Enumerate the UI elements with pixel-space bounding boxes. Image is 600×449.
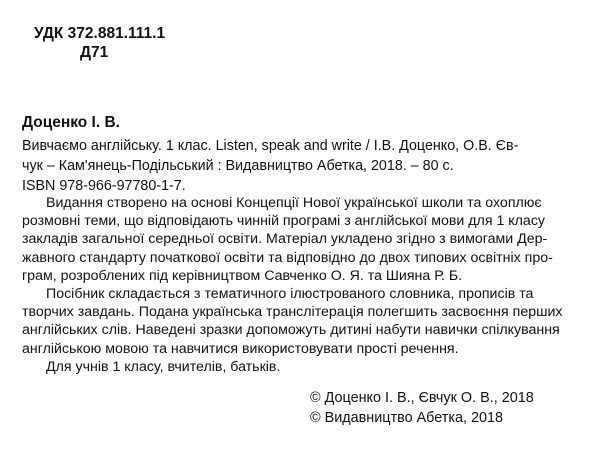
bibliographic-description — [22, 136, 582, 196]
abstract-line: закладів загальної середньої освіти. Матеріал укладено згідно з вимогами Дер- — [22, 231, 548, 248]
abstract — [22, 194, 584, 376]
abstract-line: англійською мовою та навчитися використовувати прості речення. — [22, 340, 459, 357]
copyright-authors: © Доценко І. В., Євчук О. В., 2018 — [310, 390, 534, 406]
abstract-line: Видання створено на основі Концепції Нової української школи та охоплює — [46, 195, 542, 211]
copyright-block — [310, 388, 534, 428]
abstract-line: англійських слів. Наведені зразки допоможуть дитині набути навички спілкування — [22, 322, 560, 339]
abstract-line: розмовні теми, що відповідають чинній програмі з англійської мови для 1 класу — [22, 213, 546, 230]
audience-line: Для учнів 1 класу, вчителів, батьків. — [46, 358, 281, 375]
author-mark: Д71 — [80, 44, 109, 61]
abstract-line: жавного стандарту початкової освіти та відповідно до двох типових освітніх про- — [22, 249, 553, 266]
abstract-line: Посібник складається з тематичного ілюстрованого словника, прописів та — [46, 286, 534, 303]
bibliographic-author: Доценко І. В. — [22, 114, 120, 131]
udc-block — [34, 24, 165, 62]
udc-code: УДК 372.881.111.1 — [34, 25, 166, 42]
bibliographic-title-line: Вивчаємо англійську. 1 клас. Listen, speak and write / І.В. Доценко, О.В. Єв- — [22, 138, 519, 154]
bibliographic-publisher-line: чук – Кам'янець-Подільський : Видавництво Абетка, 2018. – 80 с. — [22, 158, 454, 174]
isbn: ISBN 978-966-97780-1-7. — [22, 178, 186, 194]
abstract-line: грам, розроблених під керівництвом Савченко О. Я. та Шияна Р. Б. — [22, 267, 463, 284]
abstract-line: творчих завдань. Подана українська транслітерація полегшить засвоєння перших — [22, 304, 563, 321]
copyright-publisher: © Видавництво Абетка, 2018 — [310, 410, 504, 426]
